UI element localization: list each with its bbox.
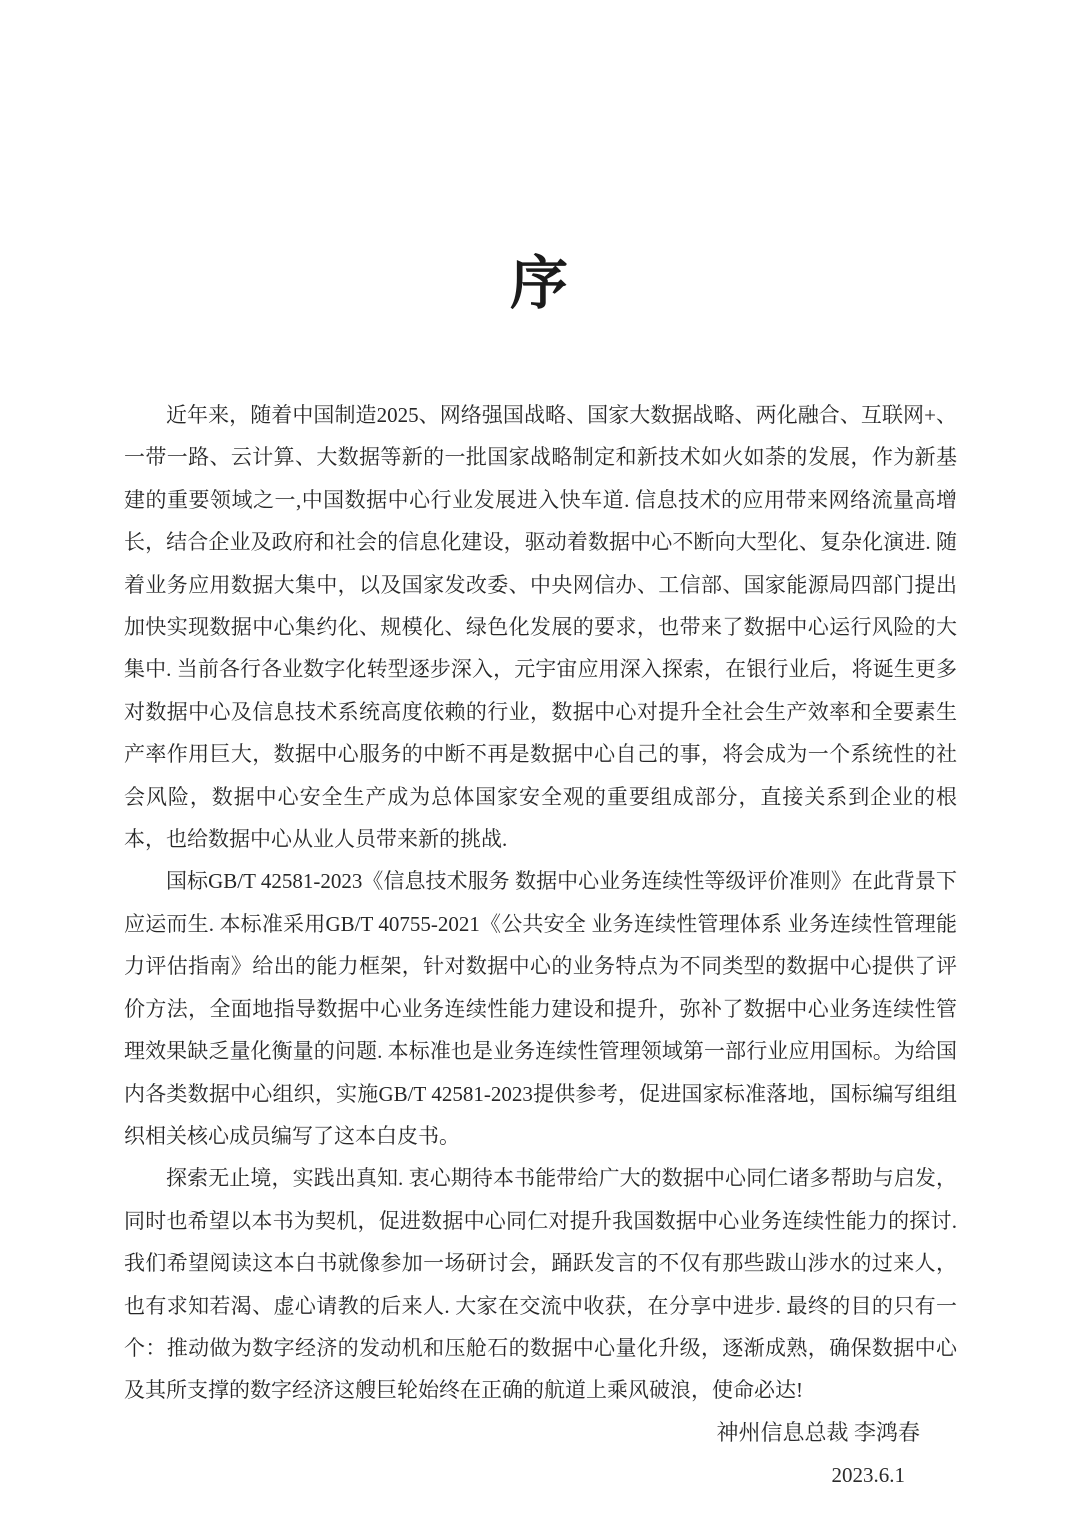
paragraph-standard: 国标GB/T 42581-2023《信息技术服务 数据中心业务连续性等级评价准则》在此背景下应运而生. 本标准采用GB/T 40755-2021《公共安全 业务连续性管理体系 业务连续性管理能力评估指南》给出的能力框架，针对数据中心的业务特点为不同类型的数据中心提供了评价方法，全面地指导数据中心业务连续性能力建设和提升，弥补了数据中心业务连续性管理效果缺乏量化衡量的问题. 本标准也是业务连续性管理领域第一部行业应用国标。为给国内各类数据中心组织，实施GB/T 42581-2023提供参考，促进国家标准落地，国标编写组组织相关核心成员编写了这本白皮书。 [124,869,957,1148]
paragraph-outlook: 探索无止境，实践出真知. 衷心期待本书能带给广大的数据中心同仁诸多帮助与启发，同时也希望以本书为契机，促进数据中心同仁对提升我国数据中心业务连续性能力的探讨. 我们希望阅读这本白书就像参加一场研讨会，踊跃发言的不仅有那些跋山涉水的过来人，也有求知若渴、虚心请教的后来人. 大家在交流中收获，在分享中进步. 最终的目的只有一个：推动做为数字经济的发动机和压舱石的数据中心量化升级，逐渐成熟，确保数据中心及其所支撑的数字经济这艘巨轮始终在正确的航道上乘风破浪，使命必达! [124,1166,957,1403]
page-title: 序 [509,251,570,316]
paragraph-background: 近年来，随着中国制造2025、网络强国战略、国家大数据战略、两化融合、互联网+、一带一路、云计算、大数据等新的一批国家战略制定和新技术如火如荼的发展，作为新基建的重要领域之一,中国数据中心行业发展进入快车道. 信息技术的应用带来网络流量高增长，结合企业及政府和社会的信息化建设，驱动着数据中心不断向大型化、复杂化演进. 随着业务应用数据大集中，以及国家发改委、中央网信办、工信部、国家能源局四部门提出加快实现数据中心集约化、规模化、绿色化发展的要求，也带来了数据中心运行风险的大集中. 当前各行各业数字化转型逐步深入，元宇宙应用深入探索，在银行业后，将诞生更多对数据中心及信息技术系统高度依赖的行业，数据中心对提升全社会生产效率和全要素生产率作用巨大，数据中心服务的中断不再是数据中心自己的事，将会成为一个系统性的社会风险，数据中心安全生产成为总体国家安全观的重要组成部分，直接关系到企业的根本，也给数据中心从业人员带来新的挑战. [124,403,957,852]
signature: 神州信息总裁 李鸿春 [716,1419,920,1445]
document-body [124,394,957,1497]
signature-date: 2023.6.1 [831,1463,905,1488]
